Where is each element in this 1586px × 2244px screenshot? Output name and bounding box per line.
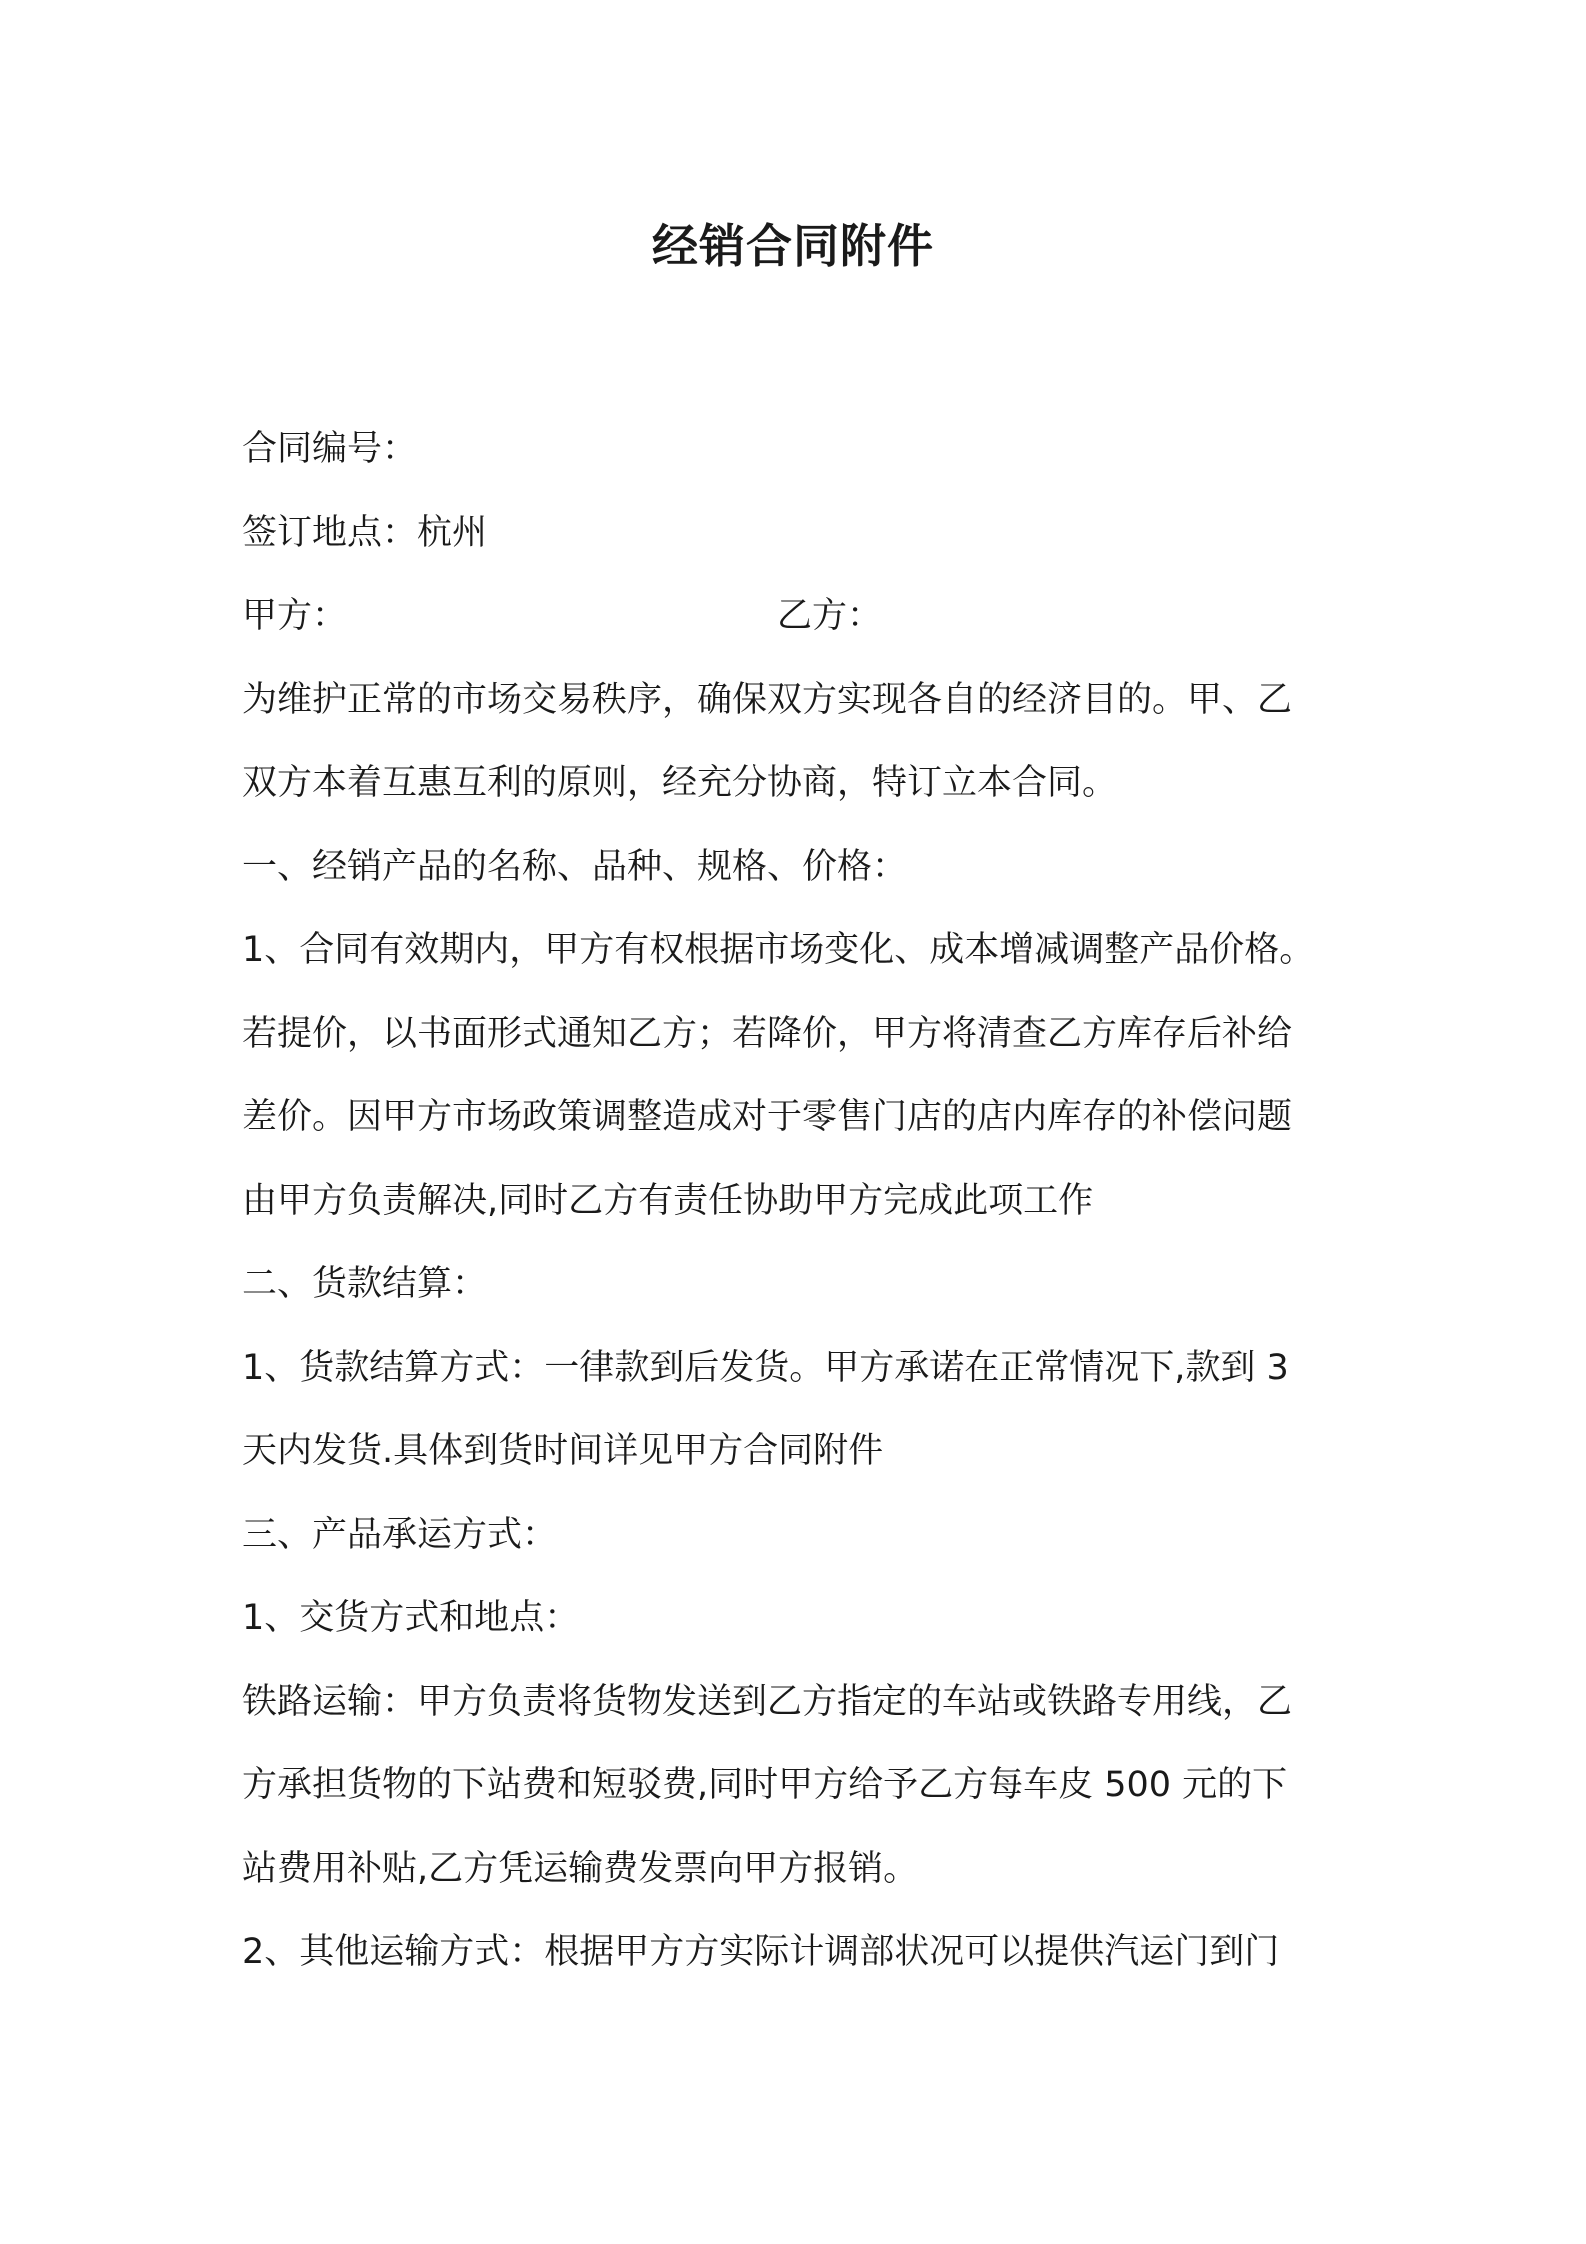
parties-row	[242, 575, 1392, 659]
section1-line: 1、合同有效期内，甲方有权根据市场变化、成本增减调整产品价格。	[242, 930, 1315, 970]
section-heading-3: 三、产品承运方式：	[242, 1514, 558, 1555]
intro-line: 为维护正常的市场交易秩序，确保双方实现各自的经济目的。甲、乙	[242, 679, 1293, 720]
contract-number-field: 合同编号：	[242, 429, 418, 469]
section-heading-2: 二、货款结算：	[242, 1264, 488, 1304]
section1-line: 由甲方负责解决,同时乙方有责任协助甲方完成此项工作	[242, 1180, 1094, 1221]
party-b-field: 乙方：	[777, 596, 883, 636]
section3-line: 站费用补贴,乙方凭运输费发票向甲方报销。	[242, 1848, 919, 1889]
section1-line: 若提价，以书面形式通知乙方；若降价，甲方将清查乙方库存后补给	[242, 1013, 1293, 1054]
section2-line: 1、货款结算方式：一律款到后发货。甲方承诺在正常情况下,款到 3	[242, 1347, 1289, 1388]
section3-line: 2、其他运输方式：根据甲方方实际计调部状况可以提供汽运门到门	[242, 1932, 1280, 1972]
intro-line: 双方本着互惠互利的原则，经充分协商，特订立本合同。	[242, 763, 1118, 803]
section1-line: 差价。因甲方市场政策调整造成对于零售门店的店内库存的补偿问题	[242, 1097, 1293, 1137]
document-body	[242, 408, 1392, 1995]
section3-line: 方承担货物的下站费和短驳费,同时甲方给予乙方每车皮 500 元的下	[242, 1765, 1288, 1805]
section2-line: 天内发货.具体到货时间详见甲方合同附件	[242, 1431, 884, 1471]
party-a-field: 甲方：	[242, 596, 348, 636]
section3-line: 1、交货方式和地点：	[242, 1598, 580, 1638]
section-heading-1: 一、经销产品的名称、品种、规格、价格：	[242, 846, 908, 887]
document-title: 经销合同附件	[652, 219, 934, 273]
sign-place-field: 签订地点：杭州	[242, 512, 488, 553]
section3-line: 铁路运输：甲方负责将货物发送到乙方指定的车站或铁路专用线，乙	[242, 1681, 1293, 1722]
